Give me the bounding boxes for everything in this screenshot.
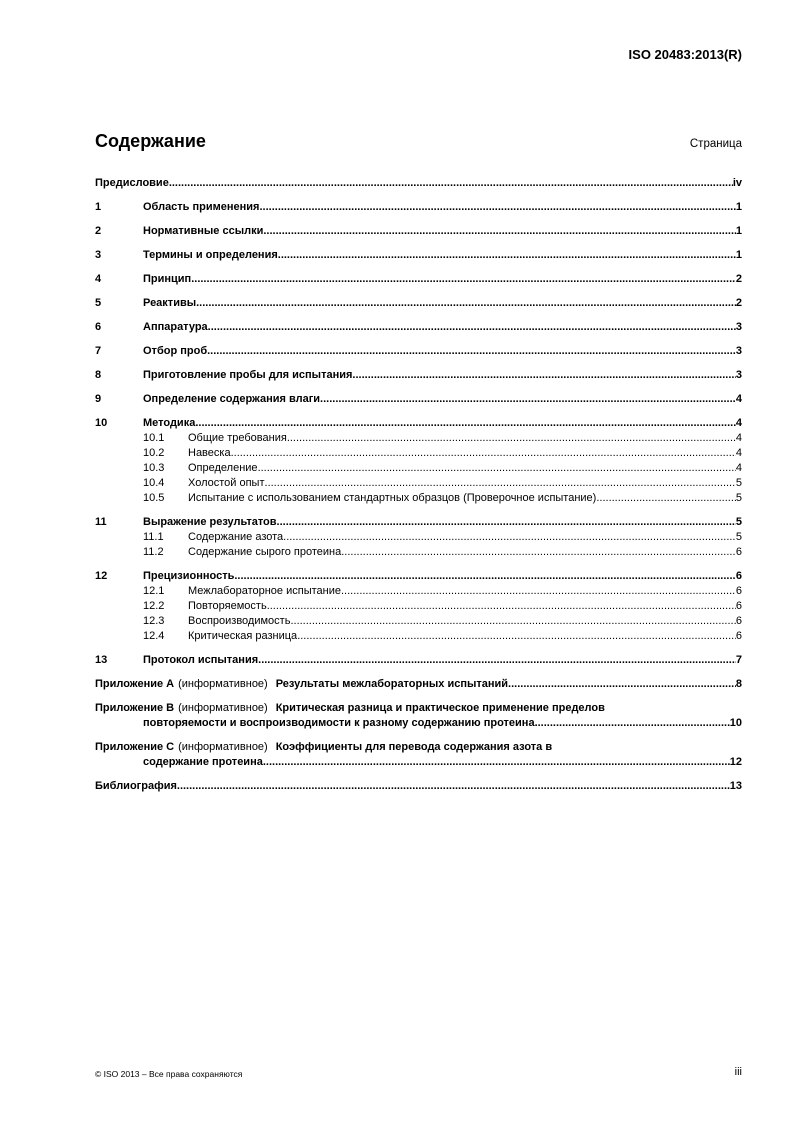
toc-entry-title: Методика: [143, 417, 196, 429]
dot-leader: [287, 431, 736, 446]
toc-entry-page: 13: [729, 780, 742, 792]
annex-label: Приложение C: [95, 741, 175, 753]
toc-entry-number: 10: [95, 417, 108, 429]
toc-entry-number: 11: [95, 516, 107, 528]
dot-leader: [267, 599, 736, 614]
toc-entry-number: 12.3: [143, 615, 165, 627]
toc-subentry-10-1[interactable]: [95, 431, 742, 446]
toc-entry-page: 5: [735, 516, 742, 528]
toc-entry-page: 6: [735, 585, 742, 597]
toc-entry-title: Протокол испытания: [143, 654, 259, 666]
dot-leader: [234, 569, 736, 584]
toc-entry-number: 12: [95, 570, 108, 582]
toc-entry-title: Определение содержания влаги: [143, 393, 321, 405]
toc-entry-title: Аппаратура: [143, 321, 208, 333]
dot-leader: [208, 320, 736, 335]
dot-leader: [169, 176, 733, 191]
toc-entry-title: Выражение результатов: [143, 516, 277, 528]
toc-entry-number: 10.4: [143, 477, 165, 489]
toc-entry-title: Холостой опыт: [188, 477, 265, 489]
toc-entry-title: Содержание сырого протеина: [188, 546, 342, 558]
toc-entry-page: 8: [735, 678, 742, 690]
toc-entry-title: Навеска: [188, 447, 231, 459]
toc-entry-page: 4: [735, 462, 742, 474]
dot-leader: [265, 476, 736, 491]
dot-leader: [508, 677, 736, 692]
annex-title: Результаты межлабораторных испытаний: [275, 678, 509, 690]
toc-entry-page: 4: [735, 393, 742, 405]
toc-entry-number: 7: [95, 345, 102, 357]
toc-entry-number: 2: [95, 225, 102, 237]
toc-entry-7[interactable]: [95, 344, 742, 359]
toc-entry-title: Воспроизводимость: [188, 615, 291, 627]
toc-subentry-10-3[interactable]: [95, 461, 742, 476]
toc-entry-page: 5: [735, 477, 742, 489]
toc-entry-number: 4: [95, 273, 102, 285]
dot-leader: [535, 716, 730, 731]
dot-leader: [231, 446, 736, 461]
toc-entry-page: 1: [735, 201, 742, 213]
dot-leader: [258, 653, 736, 668]
annex-title-continued: повторяемости и воспроизводимости к разному содержанию протеина: [143, 717, 535, 729]
dot-leader: [352, 368, 735, 383]
toc-entry-page: 6: [735, 546, 742, 558]
dot-leader: [320, 392, 736, 407]
annex-title-continued: содержание протеина: [143, 756, 263, 768]
toc-annex-a[interactable]: [95, 677, 742, 692]
toc-entry-page: 1: [735, 249, 742, 261]
toc-entry-number: 3: [95, 249, 102, 261]
annex-label: Приложение B: [95, 702, 175, 714]
toc-entry-page: iv: [732, 177, 742, 189]
annex-kind: (информативное): [178, 702, 268, 714]
toc-entry-1[interactable]: [95, 200, 742, 215]
toc-entry-title: Принцип: [143, 273, 192, 285]
toc-entry-page: 2: [735, 273, 742, 285]
annex-label: Приложение A: [95, 678, 175, 690]
dot-leader: [258, 461, 736, 476]
toc-entry-page: 2: [735, 297, 742, 309]
toc-entry-number: 5: [95, 297, 102, 309]
toc-annex-b-continued[interactable]: [95, 716, 742, 731]
toc-title: Содержание: [95, 131, 206, 151]
toc-entry-title: Нормативные ссылки: [143, 225, 264, 237]
toc-entry-title: Испытание с использованием стандартных образцов (Проверочное испытание): [188, 492, 597, 504]
toc-entry-bibliography[interactable]: [95, 779, 742, 794]
toc-entry-page: 12: [729, 756, 742, 768]
toc-entry-title: Библиография: [95, 780, 177, 792]
dot-leader: [195, 416, 736, 431]
toc-entry-8[interactable]: [95, 368, 742, 383]
toc-entry-2[interactable]: [95, 224, 742, 239]
toc-entry-page: 4: [735, 432, 742, 444]
toc-subentry-12-3[interactable]: [95, 614, 742, 629]
toc-subentry-11-2[interactable]: [95, 545, 742, 560]
toc-entry-9[interactable]: [95, 392, 742, 407]
dot-leader: [297, 629, 736, 644]
page-column-label: Страница: [689, 138, 742, 150]
table-of-contents: [95, 176, 742, 794]
toc-entry-11[interactable]: [95, 515, 742, 530]
dot-leader: [263, 224, 736, 239]
toc-entry-13[interactable]: [95, 653, 742, 668]
annex-kind: (информативное): [178, 678, 268, 690]
dot-leader: [207, 344, 736, 359]
toc-entry-number: 8: [95, 369, 102, 381]
toc-entry-title: Реактивы: [143, 297, 197, 309]
dot-leader: [341, 545, 736, 560]
toc-entry-number: 13: [95, 654, 108, 666]
toc-entry-3[interactable]: [95, 248, 742, 263]
dot-leader: [177, 779, 730, 794]
toc-entry-number: 11.1: [143, 531, 164, 543]
toc-entry-6[interactable]: [95, 320, 742, 335]
toc-entry-page: 7: [735, 654, 742, 666]
dot-leader: [191, 272, 736, 287]
standard-code: ISO 20483:2013(R): [628, 47, 742, 62]
toc-entry-page: 3: [735, 369, 742, 381]
dot-leader: [196, 296, 736, 311]
dot-leader: [596, 491, 736, 506]
toc-entry-number: 12.2: [143, 600, 165, 612]
toc-entry-title: Термины и определения: [143, 249, 278, 261]
toc-entry-page: 3: [735, 345, 742, 357]
toc-entry-page: 6: [735, 630, 742, 642]
dot-leader: [259, 200, 735, 215]
toc-entry-title: Общие требования: [188, 432, 287, 444]
toc-entry-page: 10: [729, 717, 742, 729]
dot-leader: [290, 614, 735, 629]
toc-annex-c-continued[interactable]: [95, 755, 742, 770]
toc-entry-page: 4: [735, 447, 742, 459]
toc-entry-page: 4: [735, 417, 742, 429]
toc-subentry-10-2[interactable]: [95, 446, 742, 461]
toc-entry-title: Прецизионность: [143, 570, 235, 582]
toc-subentry-11-1[interactable]: [95, 530, 742, 545]
toc-entry-number: 11.2: [143, 546, 164, 558]
toc-entry-number: 10.2: [143, 447, 165, 459]
toc-entry-number: 12.1: [143, 585, 165, 597]
dot-leader: [263, 755, 730, 770]
annex-kind: (информативное): [178, 741, 268, 753]
toc-entry-number: 10.5: [143, 492, 165, 504]
annex-title: Коэффициенты для перевода содержания азота в: [275, 741, 553, 753]
toc-entry-10[interactable]: [95, 416, 742, 431]
toc-entry-page: 5: [735, 492, 742, 504]
toc-entry-page: 3: [735, 321, 742, 333]
toc-entry-number: 10.1: [143, 432, 165, 444]
toc-entry-number: 9: [95, 393, 102, 405]
dot-leader: [277, 515, 736, 530]
toc-entry-page: 6: [735, 600, 742, 612]
toc-subentry-10-4[interactable]: [95, 476, 742, 491]
toc-subentry-10-5[interactable]: [95, 491, 742, 506]
toc-annex-b[interactable]: [95, 701, 742, 716]
toc-entry-title: Область применения: [143, 201, 260, 213]
toc-entry-number: 10.3: [143, 462, 165, 474]
toc-subentry-12-2[interactable]: [95, 599, 742, 614]
toc-entry-title: Определение: [188, 462, 258, 474]
toc-subentry-12-1[interactable]: [95, 584, 742, 599]
toc-entry-title: Содержание азота: [188, 531, 284, 543]
toc-entry-foreword[interactable]: [95, 176, 742, 191]
toc-entry-title: Критическая разница: [188, 630, 298, 642]
toc-entry-page: 6: [735, 570, 742, 582]
dot-leader: [278, 248, 736, 263]
toc-entry-4[interactable]: [95, 272, 742, 287]
annex-title: Критическая разница и практическое применение пределов: [275, 702, 605, 714]
toc-entry-5[interactable]: [95, 296, 742, 311]
toc-entry-title: Повторяемость: [188, 600, 267, 612]
toc-entry-title: Приготовление пробы для испытания: [143, 369, 353, 381]
toc-annex-c[interactable]: [95, 740, 742, 755]
toc-entry-title: Межлабораторное испытание: [188, 585, 341, 597]
dot-leader: [283, 530, 736, 545]
toc-entry-number: 6: [95, 321, 102, 333]
toc-entry-title: Предисловие: [95, 177, 169, 189]
footer-copyright: © ISO 2013 – Все права сохраняются: [95, 1069, 243, 1079]
toc-entry-number: 1: [95, 201, 102, 213]
toc-entry-number: 12.4: [143, 630, 165, 642]
toc-entry-page: 5: [735, 531, 742, 543]
footer-page-number: iii: [734, 1066, 742, 1078]
toc-entry-title: Отбор проб: [143, 345, 208, 357]
toc-entry-page: 6: [735, 615, 742, 627]
toc-entry-page: 1: [735, 225, 742, 237]
toc-entry-12[interactable]: [95, 569, 742, 584]
toc-subentry-12-4[interactable]: [95, 629, 742, 644]
dot-leader: [341, 584, 736, 599]
